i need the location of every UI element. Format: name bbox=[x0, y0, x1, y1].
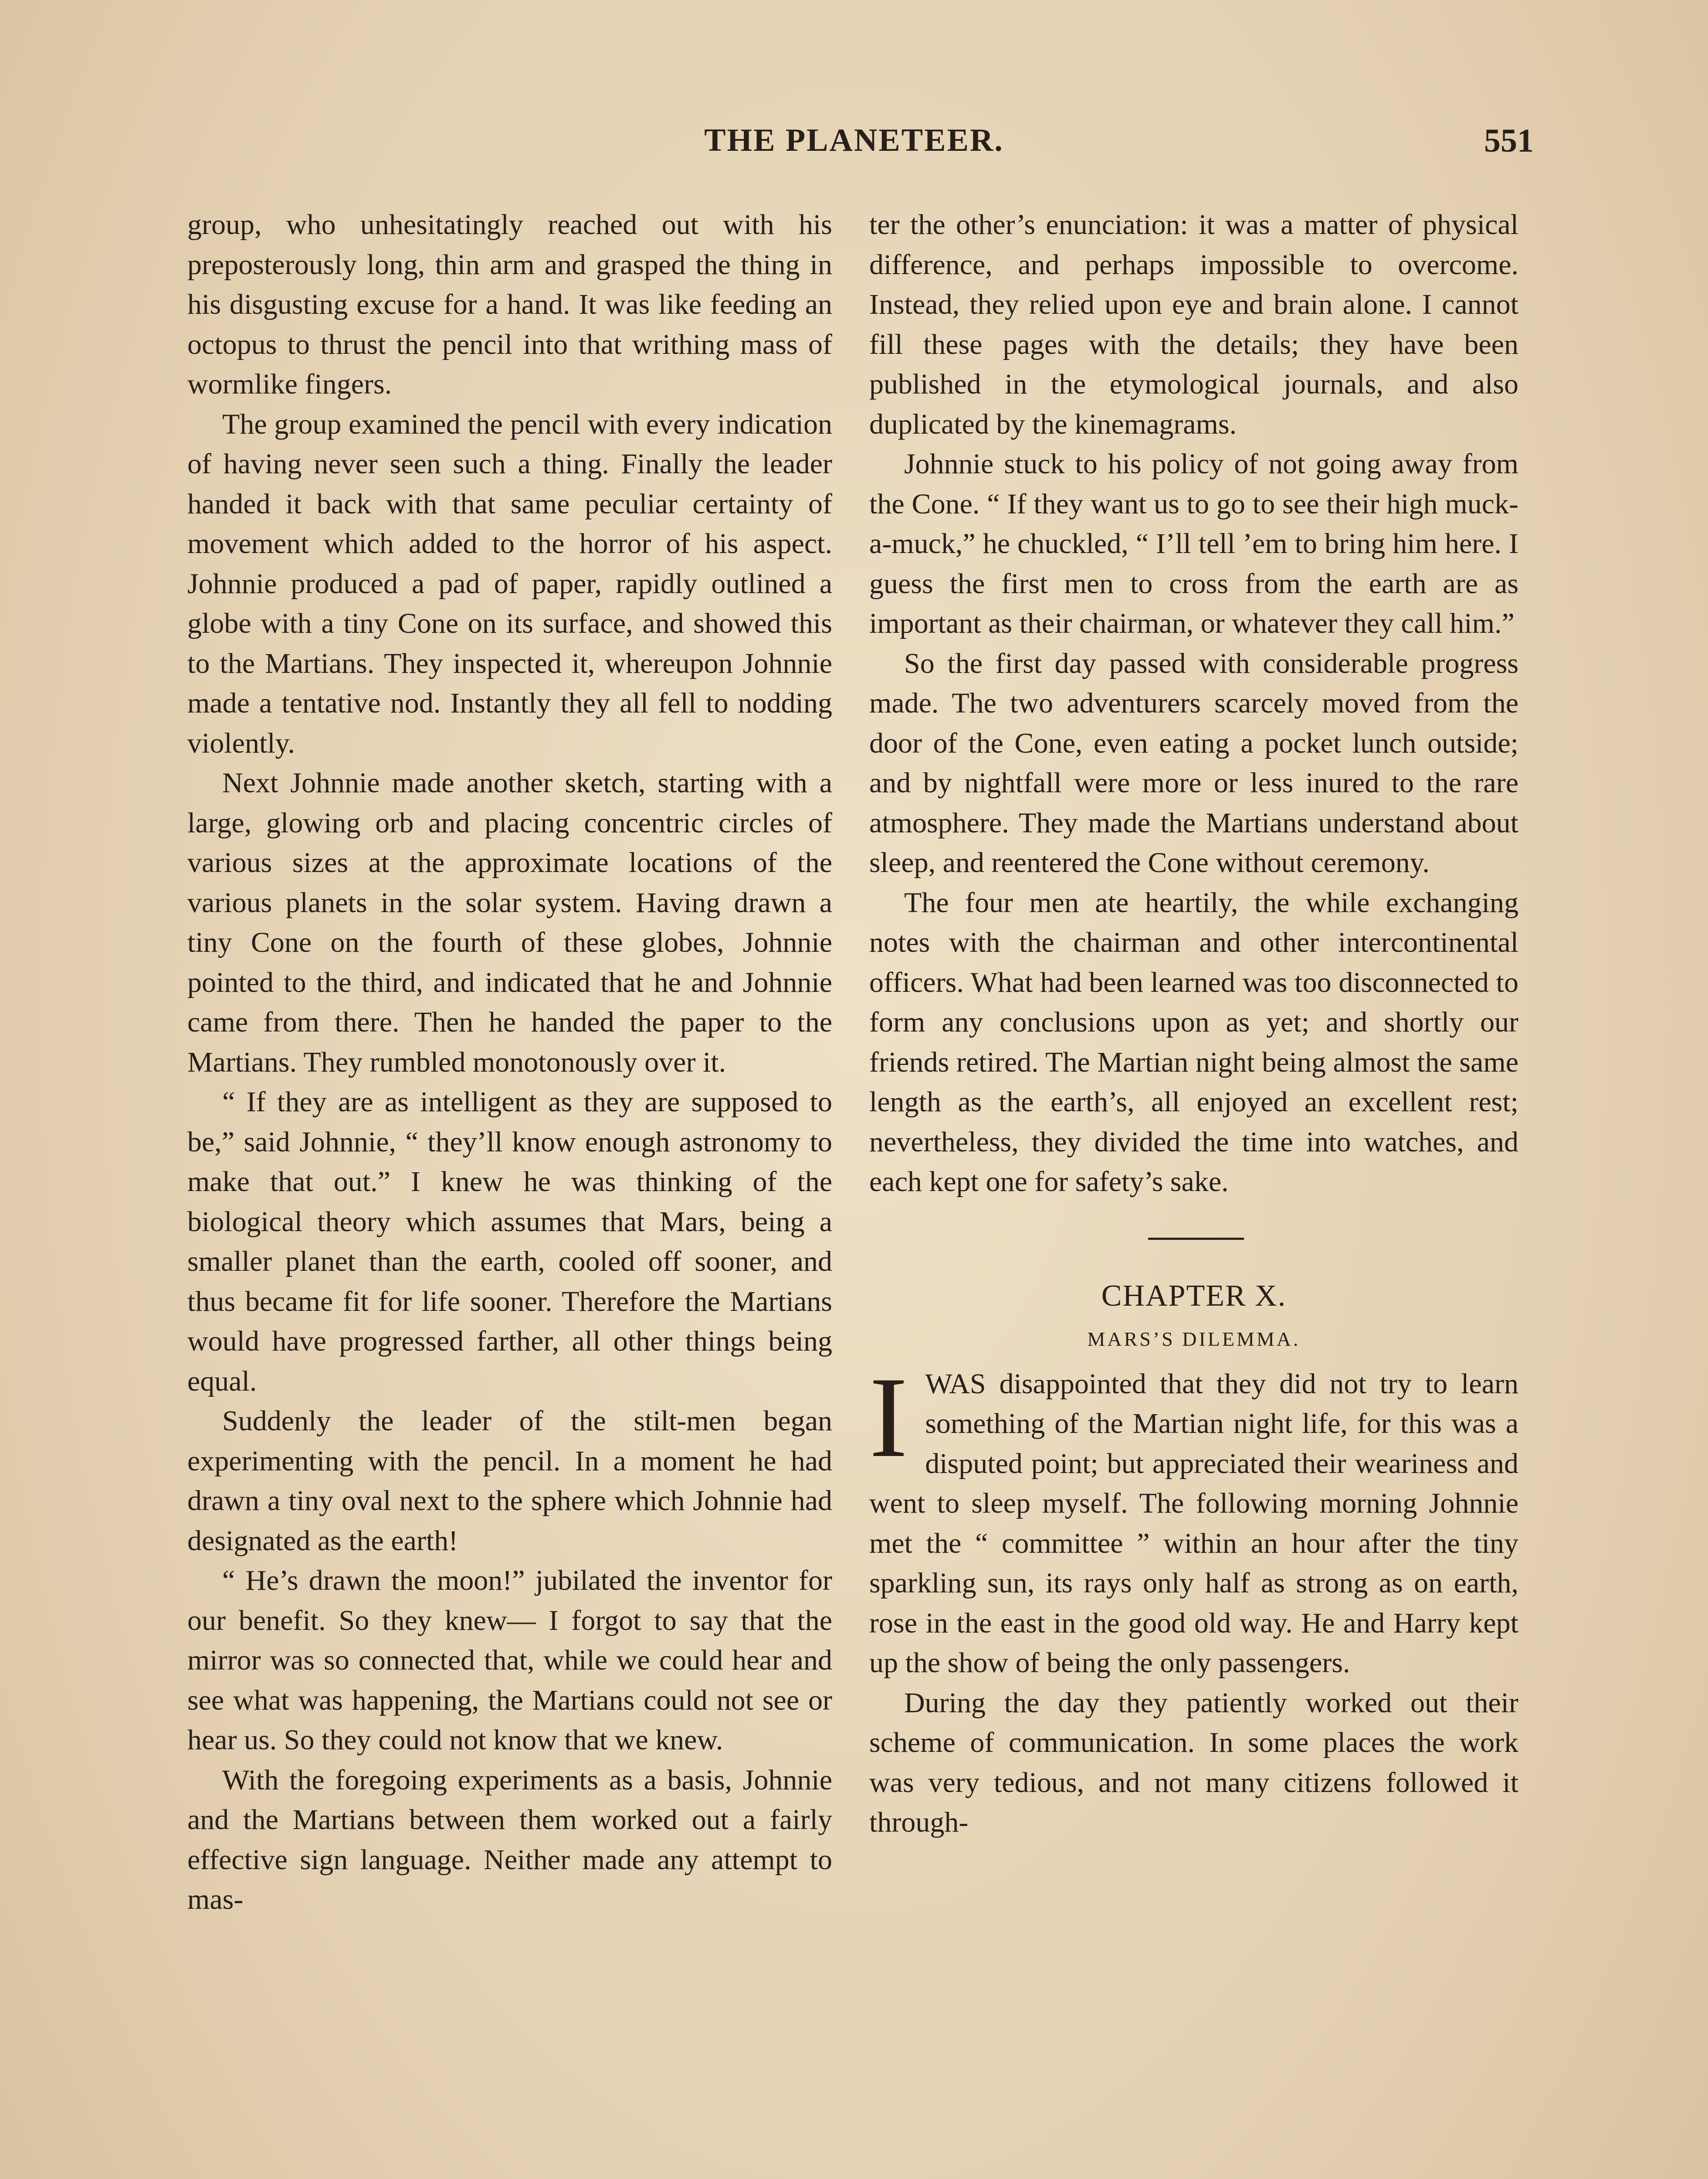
drop-cap: I bbox=[869, 1353, 908, 1481]
chapter-opening-paragraph bbox=[869, 1353, 1518, 1683]
paragraph: So the first day passed with considerable progress made. The two adventurers scarcely moved from the door of the Cone, even eating a pocket lunch outside; and by nightfall were more or less inured to the rare atmosphere. They made the Martians understand about sleep, and reentered the Cone without ceremony. bbox=[869, 647, 1518, 879]
running-head: THE PLANETEER. bbox=[704, 122, 1004, 158]
right-column bbox=[869, 205, 1518, 1843]
paragraph: Suddenly the leader of the stilt-men began experimenting with the pencil. In a moment he had drawn a tiny oval next to the sphere which Johnnie had designated as the earth! bbox=[187, 1405, 832, 1557]
paragraph-text: WAS disappointed that they did not try to learn something of the Martian night life, for this was a disputed point; but appreciated their weariness and went to sleep myself. The following morning Johnnie met the “ committee ” within an hour after the tiny sparkling sun, its rays only half as strong as on earth, rose in the east in the good old way. He and Harry kept up the show of being the only passengers. bbox=[869, 1368, 1518, 1679]
chapter-title: CHAPTER X. bbox=[1101, 1279, 1287, 1313]
page-header bbox=[174, 122, 1534, 179]
paragraph: Next Johnnie made another sketch, starting with a large, glowing orb and placing concentric circles of various sizes at the approximate locations of the various planets in the solar system. Having drawn a tiny Cone on the fourth of these globes, Johnnie pointed to the third, and indicated that he and Johnnie came from there. Then he handed the paper to the Martians. They rumbled monotonously over it. bbox=[187, 767, 832, 1078]
paragraph: During the day they patiently worked out their scheme of communication. In some places the work was very tedious, and not many citizens followed it through- bbox=[869, 1687, 1518, 1838]
section-divider bbox=[869, 1202, 1518, 1267]
paragraph: The group examined the pencil with every indication of having never seen such a thing. Finally the leader handed it back with that same peculiar certainty of movement which added to the horror of his aspect. Johnnie produced a pad of paper, rapidly outlined a globe with a tiny Cone on its surface, and showed this to the Martians. They inspected it, whereupon Johnnie made a tentative nod. Instantly they all fell to nodding violently. bbox=[187, 408, 832, 759]
paragraph: Johnnie stuck to his policy of not going away from the Cone. “ If they want us to go to see their high muck-a-muck,” he chuckled, “ I’ll tell ’em to bring him here. I guess the first men to cross from the earth are as important as their chairman, or whatever they call him.” bbox=[869, 448, 1518, 639]
paragraph: group, who unhesitatingly reached out with his preposterously long, thin arm and grasped the thing in his disgusting excuse for a hand. It was like feeding an octopus to thrust the pencil into that writhing mass of wormlike fingers. bbox=[187, 209, 832, 400]
paragraph: ter the other’s enunciation: it was a matter of physical difference, and perhaps impossible to overcome. Instead, they relied upon eye and brain alone. I cannot fill these pages with the details; they have been published in the etymological journals, and also duplicated by the kinemagrams. bbox=[869, 209, 1518, 440]
left-column bbox=[187, 205, 832, 1920]
chapter-subtitle: MARS’S DILEMMA. bbox=[1087, 1327, 1301, 1350]
paragraph: “ He’s drawn the moon!” jubilated the inventor for our benefit. So they knew— I forgot to say that the mirror was so connected that, while we could hear and see what was happening, the Martians could not see or hear us. So they could not know that we knew. bbox=[187, 1565, 832, 1756]
paragraph: “ If they are as intelligent as they are supposed to be,” said Johnnie, “ they’ll know enough astronomy to make that out.” I knew he was thinking of the biological theory which assumes that Mars, being a smaller planet than the earth, cooled off sooner, and thus became fit for life sooner. Therefore the Martians would have progressed farther, all other things being equal. bbox=[187, 1086, 832, 1397]
page-number: 551 bbox=[1484, 122, 1534, 159]
chapter-body bbox=[869, 1353, 1518, 1843]
paragraph: With the foregoing experiments as a basis, Johnnie and the Martians between them worked out a fairly effective sign language. Neither made any attempt to mas- bbox=[187, 1764, 832, 1915]
paragraph: The four men ate heartily, the while exchanging notes with the chairman and other intercontinental officers. What had been learned was too disconnected to form any conclusions upon as yet; and shortly our friends retired. The Martian night being almost the same length as the earth’s, all enjoyed an excellent rest; nevertheless, they divided the time into watches, and each kept one for safety’s sake. bbox=[869, 886, 1518, 1198]
